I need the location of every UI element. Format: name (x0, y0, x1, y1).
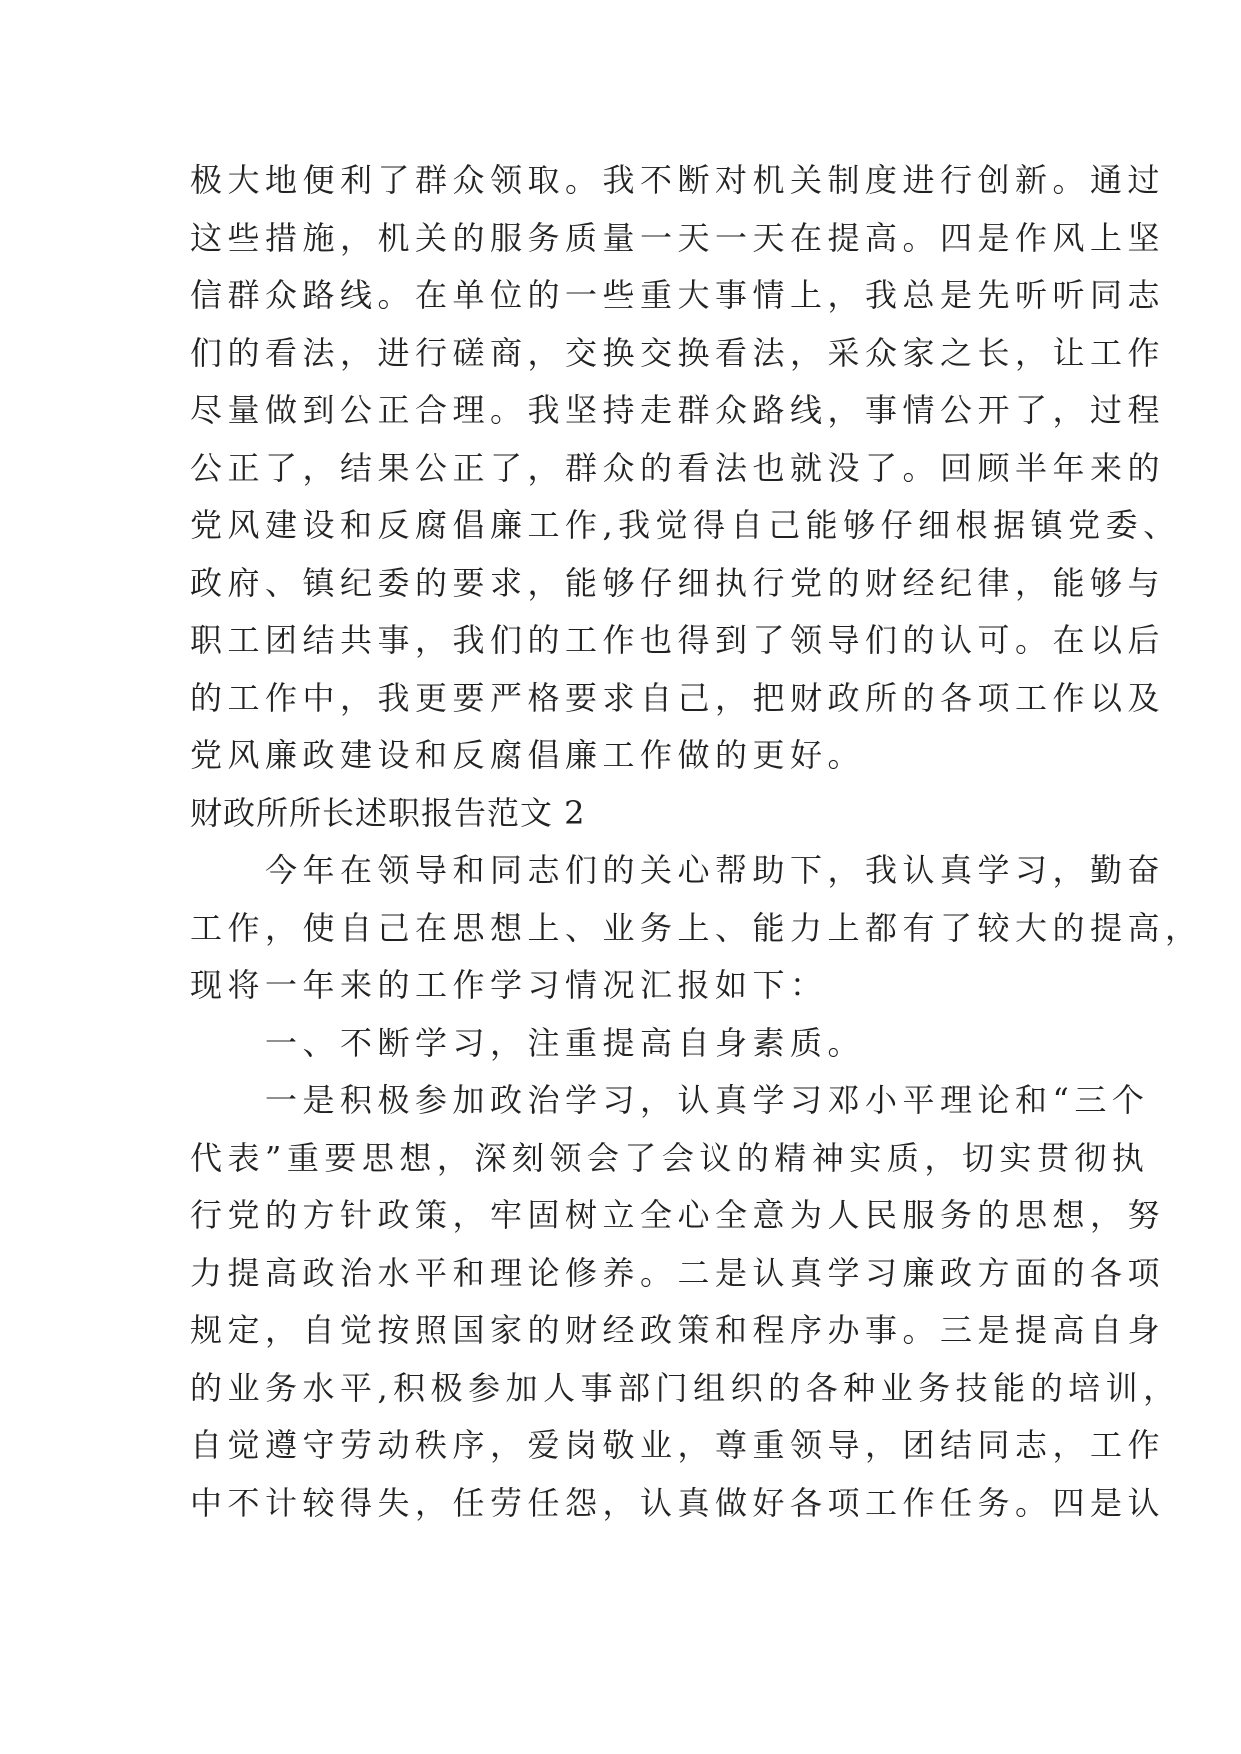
text-line: 代表”重要思想，深刻领会了会议的精神实质，切实贯彻执 (190, 1138, 1150, 1177)
text-line: 极大地便利了群众领取。我不断对机关制度进行创新。通过 (190, 161, 1166, 199)
text-line: 中不计较得失，任劳任怨，认真做好各项工作任务。四是认 (190, 1483, 1166, 1522)
text-line: 一是积极参加政治学习，认真学习邓小平理论和“三个 (190, 1081, 1150, 1119)
text-line: 们的看法，进行磋商，交换交换看法，采众家之长，让工作 (190, 333, 1166, 372)
text-line: 自觉遵守劳动秩序，爱岗敬业，尊重领导，团结同志，工作 (190, 1426, 1166, 1464)
text-line: 公正了，结果公正了，群众的看法也就没了。回顾半年来的 (190, 448, 1166, 487)
text-line: 这些措施，机关的服务质量一天一天在提高。四是作风上坚 (190, 218, 1166, 257)
text-line: 行党的方针政策，牢固树立全心全意为人民服务的思想，努 (190, 1196, 1166, 1234)
text-line: 力提高政治水平和理论修养。二是认真学习廉政方面的各项 (190, 1253, 1166, 1292)
text-line: 工作，使自己在思想上、业务上、能力上都有了较大的提高， (190, 908, 1203, 947)
subheading-line: 一、不断学习，注重提高自身素质。 (190, 1023, 866, 1062)
text-line: 的业务水平,积极参加人事部门组织的各种业务技能的培训， (190, 1368, 1181, 1407)
text-line: 党风建设和反腐倡廉工作,我觉得自己能够仔细根据镇党委、 (190, 506, 1181, 544)
text-line: 今年在领导和同志们的关心帮助下，我认真学习，勤奋 (190, 851, 1166, 889)
section-heading: 财政所所长述职报告范文 2 (190, 793, 586, 832)
text-line: 党风廉政建设和反腐倡廉工作做的更好。 (190, 736, 866, 774)
text-line: 尽量做到公正合理。我坚持走群众路线，事情公开了，过程 (190, 391, 1166, 429)
text-line: 职工团结共事，我们的工作也得到了领导们的认可。在以后 (190, 621, 1166, 659)
text-line: 的工作中，我更要严格要求自己，把财政所的各项工作以及 (190, 678, 1166, 717)
text-line: 现将一年来的工作学习情况汇报如下： (190, 966, 828, 1004)
text-line: 信群众路线。在单位的一些重大事情上，我总是先听听同志 (190, 276, 1166, 314)
text-line: 政府、镇纪委的要求，能够仔细执行党的财经纪律，能够与 (190, 563, 1166, 602)
text-line: 规定，自觉按照国家的财经政策和程序办事。三是提高自身 (190, 1311, 1166, 1349)
document-body (190, 152, 1203, 1532)
